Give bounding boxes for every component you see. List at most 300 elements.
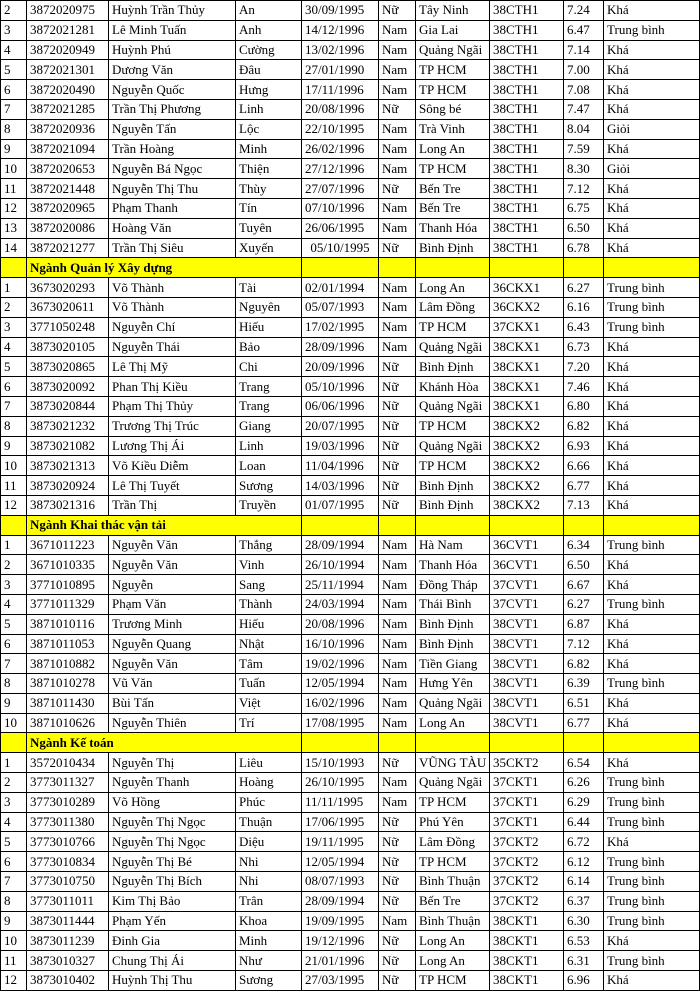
gender-cell: Nam (379, 614, 416, 634)
table-row (1, 198, 700, 218)
student-id-cell: 3872020490 (27, 80, 109, 100)
class-code-cell: 37CKT2 (490, 832, 564, 852)
birthplace-cell: Bình Định (416, 495, 490, 515)
given-name-cell: Trang (236, 396, 302, 416)
gpa-cell: 6.75 (564, 198, 604, 218)
surname-middle-cell: Trần Thị (109, 495, 236, 515)
student-id-cell: 3572010434 (27, 753, 109, 773)
given-name-cell: Đâu (236, 60, 302, 80)
table-row (1, 317, 700, 337)
table-row (1, 614, 700, 634)
row-number-cell: 8 (1, 416, 27, 436)
table-row (1, 357, 700, 377)
table-row (1, 456, 700, 476)
gpa-cell: 6.16 (564, 297, 604, 317)
classification-cell: Trung bình (604, 535, 700, 555)
birthplace-cell: Tiền Giang (416, 654, 490, 674)
row-number-cell: 10 (1, 159, 27, 179)
table-row (1, 634, 700, 654)
surname-middle-cell: Võ Thành (109, 297, 236, 317)
class-code-cell: 36CVT1 (490, 535, 564, 555)
gpa-cell: 6.50 (564, 218, 604, 238)
given-name-cell: Anh (236, 20, 302, 40)
birthplace-cell: Bình Thuận (416, 911, 490, 931)
row-number-cell: 4 (1, 40, 27, 60)
row-number-cell: 10 (1, 713, 27, 733)
class-code-cell: 38CVT1 (490, 634, 564, 654)
section-spacer-cell (564, 733, 604, 753)
gpa-cell: 6.66 (564, 456, 604, 476)
classification-cell: Trung bình (604, 20, 700, 40)
surname-middle-cell: Nguyễn Thái (109, 337, 236, 357)
gender-cell: Nam (379, 80, 416, 100)
table-row (1, 416, 700, 436)
birthplace-cell: VŨNG TÀU (416, 753, 490, 773)
gender-cell: Nam (379, 139, 416, 159)
table-row (1, 495, 700, 515)
surname-middle-cell: Huỳnh Trần Thủy (109, 1, 236, 21)
classification-cell: Khá (604, 476, 700, 496)
gender-cell: Nam (379, 555, 416, 575)
row-number-cell: 5 (1, 614, 27, 634)
date-of-birth-cell: 06/06/1996 (302, 396, 379, 416)
table-row (1, 278, 700, 298)
gpa-cell: 6.77 (564, 713, 604, 733)
student-id-cell: 3871011053 (27, 634, 109, 654)
row-number-cell: 2 (1, 555, 27, 575)
classification-cell: Khá (604, 555, 700, 575)
given-name-cell: Xuyến (236, 238, 302, 258)
row-number-cell: 8 (1, 674, 27, 694)
given-name-cell: Thiện (236, 159, 302, 179)
birthplace-cell: Phú Yên (416, 812, 490, 832)
student-id-cell: 3671011223 (27, 535, 109, 555)
table-row (1, 753, 700, 773)
given-name-cell: Thắng (236, 535, 302, 555)
given-name-cell: Thành (236, 594, 302, 614)
section-header-row (1, 733, 700, 753)
surname-middle-cell: Phan Thị Kiều (109, 377, 236, 397)
birthplace-cell: Bình Định (416, 476, 490, 496)
gpa-cell: 6.44 (564, 812, 604, 832)
surname-middle-cell: Nguyễn Bá Ngọc (109, 159, 236, 179)
row-number-cell: 5 (1, 357, 27, 377)
row-number-cell: 6 (1, 634, 27, 654)
class-code-cell: 38CTH1 (490, 40, 564, 60)
student-id-cell: 3773010834 (27, 852, 109, 872)
row-number-cell: 11 (1, 951, 27, 971)
row-number-cell: 9 (1, 693, 27, 713)
given-name-cell: Minh (236, 931, 302, 951)
surname-middle-cell: Nguyễn Văn (109, 535, 236, 555)
section-spacer-cell (416, 733, 490, 753)
row-number-cell: 9 (1, 139, 27, 159)
gender-cell: Nữ (379, 179, 416, 199)
section-spacer-cell (604, 258, 700, 278)
table-row (1, 812, 700, 832)
birthplace-cell: Gia Lai (416, 20, 490, 40)
birthplace-cell: Quảng Ngãi (416, 436, 490, 456)
row-number-cell: 4 (1, 812, 27, 832)
date-of-birth-cell: 19/12/1996 (302, 931, 379, 951)
birthplace-cell: TP HCM (416, 80, 490, 100)
given-name-cell: Loan (236, 456, 302, 476)
table-row (1, 396, 700, 416)
row-number-cell: 11 (1, 476, 27, 496)
section-spacer-cell (302, 258, 379, 278)
birthplace-cell: Long An (416, 713, 490, 733)
class-code-cell: 37CKX1 (490, 317, 564, 337)
birthplace-cell: TP HCM (416, 971, 490, 991)
date-of-birth-cell: 20/08/1996 (302, 99, 379, 119)
class-code-cell: 38CVT1 (490, 674, 564, 694)
row-number-cell: 2 (1, 773, 27, 793)
student-id-cell: 3871010626 (27, 713, 109, 733)
date-of-birth-cell: 27/01/1990 (302, 60, 379, 80)
student-id-cell: 3872021285 (27, 99, 109, 119)
date-of-birth-cell: 26/10/1995 (302, 773, 379, 793)
section-spacer-cell (604, 733, 700, 753)
surname-middle-cell: Bùi Tấn (109, 693, 236, 713)
class-code-cell: 37CKT2 (490, 872, 564, 892)
surname-middle-cell: Trần Thị Phương (109, 99, 236, 119)
given-name-cell: Diệu (236, 832, 302, 852)
row-number-cell: 7 (1, 654, 27, 674)
class-code-cell: 37CKT2 (490, 852, 564, 872)
surname-middle-cell: Nguyễn (109, 575, 236, 595)
gpa-cell: 7.24 (564, 1, 604, 21)
given-name-cell: Nhi (236, 872, 302, 892)
classification-cell: Trung bình (604, 278, 700, 298)
birthplace-cell: TP HCM (416, 159, 490, 179)
birthplace-cell: Bình Định (416, 238, 490, 258)
surname-middle-cell: Nguyễn Chí (109, 317, 236, 337)
class-code-cell: 36CVT1 (490, 555, 564, 575)
date-of-birth-cell: 20/08/1996 (302, 614, 379, 634)
gender-cell: Nữ (379, 357, 416, 377)
table-row (1, 99, 700, 119)
row-number-cell: 14 (1, 238, 27, 258)
classification-cell: Khá (604, 931, 700, 951)
class-code-cell: 38CKT1 (490, 951, 564, 971)
class-code-cell: 38CKX1 (490, 396, 564, 416)
given-name-cell: Hưng (236, 80, 302, 100)
classification-cell: Khá (604, 40, 700, 60)
student-id-cell: 3873021082 (27, 436, 109, 456)
date-of-birth-cell: 20/07/1995 (302, 416, 379, 436)
given-name-cell: Linh (236, 436, 302, 456)
birthplace-cell: Bình Định (416, 634, 490, 654)
student-id-cell: 3872021281 (27, 20, 109, 40)
birthplace-cell: Long An (416, 931, 490, 951)
gpa-cell: 6.78 (564, 238, 604, 258)
student-id-cell: 3872020949 (27, 40, 109, 60)
student-id-cell: 3773011011 (27, 891, 109, 911)
gender-cell: Nữ (379, 753, 416, 773)
section-spacer-cell (302, 515, 379, 535)
birthplace-cell: Long An (416, 139, 490, 159)
birthplace-cell: TP HCM (416, 416, 490, 436)
birthplace-cell: Bình Thuận (416, 872, 490, 892)
gpa-cell: 6.37 (564, 891, 604, 911)
date-of-birth-cell: 08/07/1993 (302, 872, 379, 892)
section-spacer-cell (490, 733, 564, 753)
section-spacer-cell (1, 258, 27, 278)
given-name-cell: Minh (236, 139, 302, 159)
student-id-cell: 3872020653 (27, 159, 109, 179)
student-id-cell: 3873011444 (27, 911, 109, 931)
date-of-birth-cell: 17/02/1995 (302, 317, 379, 337)
given-name-cell: Nhật (236, 634, 302, 654)
row-number-cell: 3 (1, 792, 27, 812)
gpa-cell: 6.12 (564, 852, 604, 872)
gpa-cell: 6.31 (564, 951, 604, 971)
given-name-cell: Phúc (236, 792, 302, 812)
surname-middle-cell: Nguyễn Thị Ngọc (109, 832, 236, 852)
class-code-cell: 38CTH1 (490, 60, 564, 80)
class-code-cell: 35CKT2 (490, 753, 564, 773)
gender-cell: Nữ (379, 931, 416, 951)
row-number-cell: 6 (1, 852, 27, 872)
row-number-cell: 7 (1, 99, 27, 119)
class-code-cell: 38CKT1 (490, 911, 564, 931)
classification-cell: Khá (604, 416, 700, 436)
gpa-cell: 6.67 (564, 575, 604, 595)
gpa-cell: 7.20 (564, 357, 604, 377)
birthplace-cell: Trà Vinh (416, 119, 490, 139)
date-of-birth-cell: 11/11/1995 (302, 792, 379, 812)
class-code-cell: 37CKT1 (490, 812, 564, 832)
date-of-birth-cell: 15/10/1993 (302, 753, 379, 773)
table-row (1, 337, 700, 357)
class-code-cell: 38CVT1 (490, 693, 564, 713)
date-of-birth-cell: 27/07/1996 (302, 179, 379, 199)
surname-middle-cell: Kim Thị Bảo (109, 891, 236, 911)
gpa-cell: 6.54 (564, 753, 604, 773)
gender-cell: Nam (379, 297, 416, 317)
row-number-cell: 1 (1, 753, 27, 773)
gpa-cell: 6.82 (564, 654, 604, 674)
gender-cell: Nam (379, 159, 416, 179)
row-number-cell: 13 (1, 218, 27, 238)
birthplace-cell: Lâm Đồng (416, 297, 490, 317)
surname-middle-cell: Nguyễn Thị Bích (109, 872, 236, 892)
row-number-cell: 3 (1, 20, 27, 40)
gpa-cell: 7.12 (564, 179, 604, 199)
surname-middle-cell: Nguyễn Quang (109, 634, 236, 654)
given-name-cell: Trang (236, 377, 302, 397)
class-code-cell: 38CTH1 (490, 20, 564, 40)
date-of-birth-cell: 25/11/1994 (302, 575, 379, 595)
birthplace-cell: Quảng Ngãi (416, 40, 490, 60)
given-name-cell: Tâm (236, 654, 302, 674)
classification-cell: Khá (604, 575, 700, 595)
section-title: Ngành Quản lý Xây dựng (27, 258, 302, 278)
gpa-cell: 6.80 (564, 396, 604, 416)
class-code-cell: 38CKX2 (490, 436, 564, 456)
section-spacer-cell (379, 258, 416, 278)
surname-middle-cell: Huỳnh Thị Thu (109, 971, 236, 991)
table-row (1, 674, 700, 694)
student-id-cell: 3873021313 (27, 456, 109, 476)
birthplace-cell: Bến Tre (416, 179, 490, 199)
class-code-cell: 38CVT1 (490, 654, 564, 674)
date-of-birth-cell: 19/03/1996 (302, 436, 379, 456)
given-name-cell: Như (236, 951, 302, 971)
class-code-cell: 38CVT1 (490, 713, 564, 733)
birthplace-cell: Bến Tre (416, 891, 490, 911)
student-id-cell: 3873011239 (27, 931, 109, 951)
date-of-birth-cell: 17/06/1995 (302, 812, 379, 832)
table-row (1, 872, 700, 892)
given-name-cell: Giang (236, 416, 302, 436)
gender-cell: Nam (379, 693, 416, 713)
table-row (1, 80, 700, 100)
date-of-birth-cell: 14/03/1996 (302, 476, 379, 496)
gpa-cell: 6.51 (564, 693, 604, 713)
date-of-birth-cell: 27/12/1996 (302, 159, 379, 179)
birthplace-cell: TP HCM (416, 317, 490, 337)
gender-cell: Nam (379, 60, 416, 80)
table-row (1, 297, 700, 317)
table-row (1, 20, 700, 40)
gender-cell: Nữ (379, 891, 416, 911)
student-id-cell: 3872021277 (27, 238, 109, 258)
class-code-cell: 37CKT1 (490, 792, 564, 812)
classification-cell: Khá (604, 179, 700, 199)
gpa-cell: 7.00 (564, 60, 604, 80)
gender-cell: Nam (379, 792, 416, 812)
surname-middle-cell: Trương Thị Trúc (109, 416, 236, 436)
gender-cell: Nam (379, 218, 416, 238)
gender-cell: Nữ (379, 971, 416, 991)
gpa-cell: 7.59 (564, 139, 604, 159)
gender-cell: Nam (379, 535, 416, 555)
classification-cell: Khá (604, 713, 700, 733)
gender-cell: Nữ (379, 99, 416, 119)
section-spacer-cell (416, 515, 490, 535)
given-name-cell: Tuyên (236, 218, 302, 238)
given-name-cell: Tín (236, 198, 302, 218)
classification-cell: Trung bình (604, 852, 700, 872)
classification-cell: Trung bình (604, 792, 700, 812)
gender-cell: Nữ (379, 812, 416, 832)
row-number-cell: 1 (1, 535, 27, 555)
surname-middle-cell: Dương Văn (109, 60, 236, 80)
date-of-birth-cell: 26/06/1995 (302, 218, 379, 238)
student-id-cell: 3873020092 (27, 377, 109, 397)
surname-middle-cell: Vũ Văn (109, 674, 236, 694)
surname-middle-cell: Trương Minh (109, 614, 236, 634)
student-id-cell: 3872021301 (27, 60, 109, 80)
row-number-cell: 1 (1, 278, 27, 298)
birthplace-cell: TP HCM (416, 852, 490, 872)
classification-cell: Trung bình (604, 674, 700, 694)
student-id-cell: 3673020293 (27, 278, 109, 298)
date-of-birth-cell: 19/11/1995 (302, 832, 379, 852)
date-of-birth-cell: 28/09/1996 (302, 337, 379, 357)
gender-cell: Nữ (379, 852, 416, 872)
given-name-cell: Tài (236, 278, 302, 298)
gender-cell: Nam (379, 594, 416, 614)
student-id-cell: 3873010327 (27, 951, 109, 971)
surname-middle-cell: Nguyễn Quốc (109, 80, 236, 100)
gpa-cell: 7.12 (564, 634, 604, 654)
student-id-cell: 3873020844 (27, 396, 109, 416)
classification-cell: Khá (604, 337, 700, 357)
surname-middle-cell: Trần Thị Siêu (109, 238, 236, 258)
gender-cell: Nam (379, 337, 416, 357)
class-code-cell: 38CTH1 (490, 99, 564, 119)
class-code-cell: 38CKX1 (490, 337, 564, 357)
gpa-cell: 7.14 (564, 40, 604, 60)
row-number-cell: 3 (1, 317, 27, 337)
classification-cell: Trung bình (604, 317, 700, 337)
gender-cell: Nam (379, 20, 416, 40)
date-of-birth-cell: 12/05/1994 (302, 852, 379, 872)
surname-middle-cell: Đinh Gia (109, 931, 236, 951)
gender-cell: Nữ (379, 436, 416, 456)
date-of-birth-cell: 12/05/1994 (302, 674, 379, 694)
student-id-cell: 3873010402 (27, 971, 109, 991)
gpa-cell: 7.08 (564, 80, 604, 100)
birthplace-cell: Hà Nam (416, 535, 490, 555)
row-number-cell: 9 (1, 436, 27, 456)
student-id-cell: 3873021316 (27, 495, 109, 515)
table-row (1, 218, 700, 238)
classification-cell: Khá (604, 238, 700, 258)
given-name-cell: Trân (236, 891, 302, 911)
gender-cell: Nam (379, 911, 416, 931)
gpa-cell: 8.04 (564, 119, 604, 139)
given-name-cell: Lộc (236, 119, 302, 139)
birthplace-cell: Quảng Ngãi (416, 693, 490, 713)
gender-cell: Nữ (379, 396, 416, 416)
table-row (1, 179, 700, 199)
birthplace-cell: Quảng Ngãi (416, 396, 490, 416)
class-code-cell: 38CKX1 (490, 377, 564, 397)
date-of-birth-cell: 07/10/1996 (302, 198, 379, 218)
given-name-cell: Hoàng (236, 773, 302, 793)
gpa-cell: 6.93 (564, 436, 604, 456)
given-name-cell: Việt (236, 693, 302, 713)
gender-cell: Nam (379, 674, 416, 694)
student-id-cell: 3872020936 (27, 119, 109, 139)
class-code-cell: 38CTH1 (490, 119, 564, 139)
classification-cell: Trung bình (604, 891, 700, 911)
date-of-birth-cell: 17/11/1996 (302, 80, 379, 100)
surname-middle-cell: Nguyễn Văn (109, 654, 236, 674)
table-row (1, 60, 700, 80)
birthplace-cell: Quảng Ngãi (416, 773, 490, 793)
class-code-cell: 38CKX2 (490, 476, 564, 496)
gpa-cell: 6.77 (564, 476, 604, 496)
given-name-cell: Thùy (236, 179, 302, 199)
classification-cell: Khá (604, 614, 700, 634)
row-number-cell: 5 (1, 60, 27, 80)
gpa-cell: 6.26 (564, 773, 604, 793)
table-row (1, 951, 700, 971)
date-of-birth-cell: 27/03/1995 (302, 971, 379, 991)
birthplace-cell: Thái Bình (416, 594, 490, 614)
date-of-birth-cell: 30/09/1995 (302, 1, 379, 21)
row-number-cell: 8 (1, 119, 27, 139)
surname-middle-cell: Phạm Thanh (109, 198, 236, 218)
table-row (1, 594, 700, 614)
section-spacer-cell (1, 515, 27, 535)
row-number-cell: 6 (1, 80, 27, 100)
classification-cell: Khá (604, 495, 700, 515)
